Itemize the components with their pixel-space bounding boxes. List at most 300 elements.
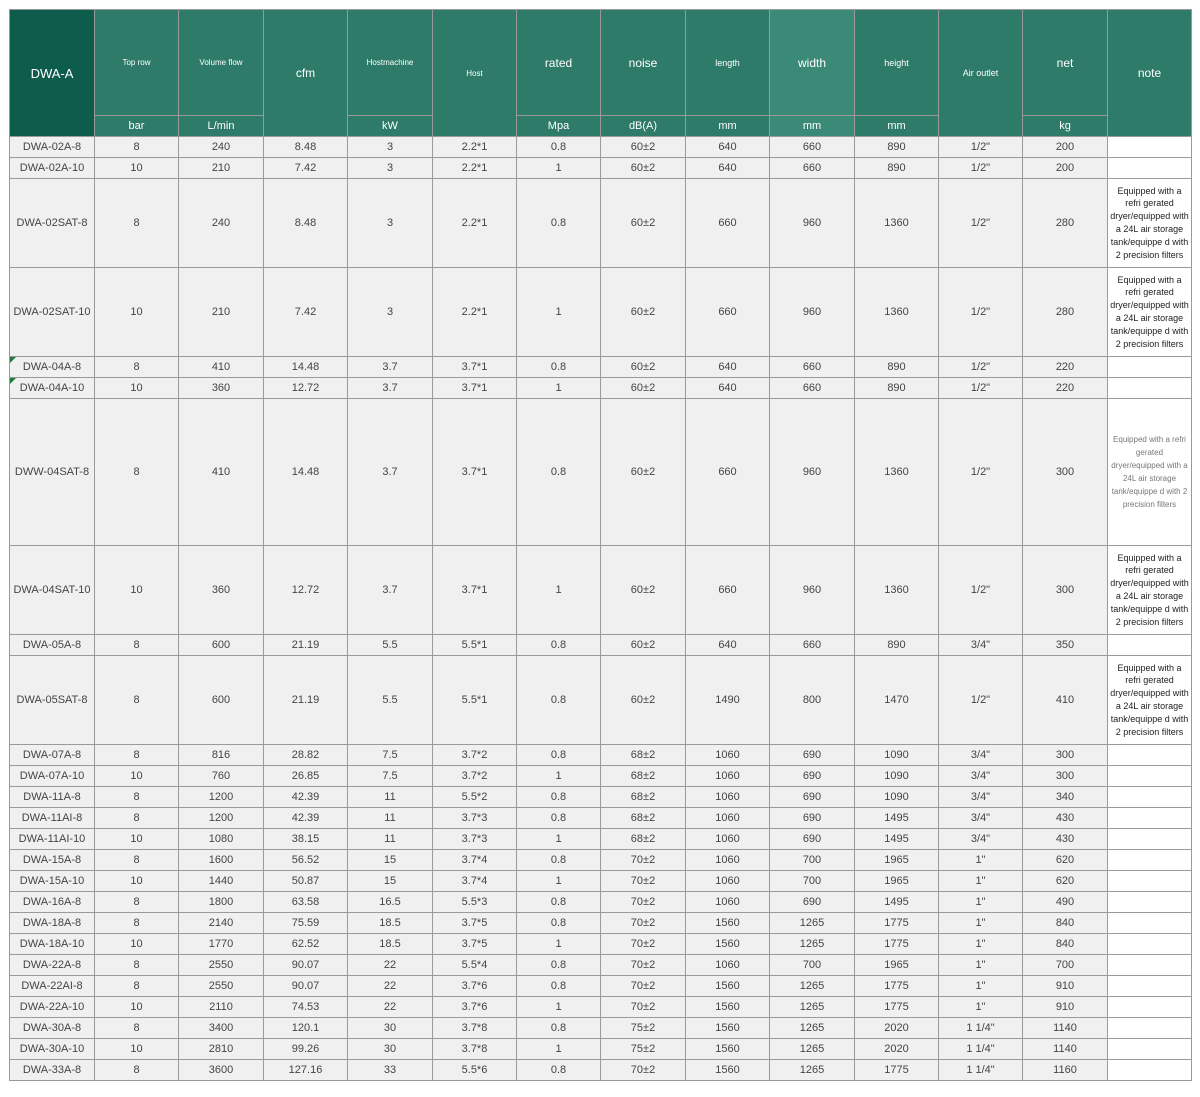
- cell-length: 660: [686, 399, 770, 546]
- cell-bar: 8: [95, 635, 179, 656]
- cell-outlet: 1/2": [939, 158, 1023, 179]
- cell-flow: 1440: [179, 871, 264, 892]
- unit-width: mm: [770, 116, 855, 137]
- cell-kw: 3.7: [348, 378, 433, 399]
- header-hostmachine: Hostmachine: [348, 10, 433, 116]
- cell-outlet: 3/4": [939, 745, 1023, 766]
- cell-flow: 760: [179, 766, 264, 787]
- cell-note: [1108, 829, 1192, 850]
- cell-host: 3.7*5: [433, 934, 517, 955]
- cell-cfm: 90.07: [264, 955, 348, 976]
- cell-noise: 68±2: [601, 808, 686, 829]
- cell-width: 960: [770, 399, 855, 546]
- cell-rated: 0.8: [517, 892, 601, 913]
- unit-flow: L/min: [179, 116, 264, 137]
- table-row: [10, 913, 1192, 934]
- cell-host: 3.7*1: [433, 399, 517, 546]
- cell-rated: 1: [517, 829, 601, 850]
- cell-noise: 75±2: [601, 1039, 686, 1060]
- cell-note: [1108, 892, 1192, 913]
- cell-flow: 210: [179, 268, 264, 357]
- cell-noise: 60±2: [601, 656, 686, 745]
- cell-noise: 70±2: [601, 997, 686, 1018]
- cell-cfm: 28.82: [264, 745, 348, 766]
- cell-rated: 0.8: [517, 745, 601, 766]
- cell-rated: 0.8: [517, 808, 601, 829]
- cell-kw: 18.5: [348, 913, 433, 934]
- cell-width: 660: [770, 137, 855, 158]
- cell-kw: 30: [348, 1018, 433, 1039]
- cell-outlet: 1 1/4": [939, 1018, 1023, 1039]
- cell-flow: 2140: [179, 913, 264, 934]
- cell-kw: 11: [348, 787, 433, 808]
- cell-kw: 15: [348, 871, 433, 892]
- header-cfm: cfm: [264, 10, 348, 137]
- cell-cfm: 74.53: [264, 997, 348, 1018]
- cell-note: [1108, 955, 1192, 976]
- cell-host: 2.2*1: [433, 179, 517, 268]
- cell-rated: 1: [517, 934, 601, 955]
- cell-note: [1108, 808, 1192, 829]
- cell-flow: 2110: [179, 997, 264, 1018]
- cell-rated: 1: [517, 546, 601, 635]
- cell-width: 660: [770, 158, 855, 179]
- table-row: [10, 357, 1192, 378]
- cell-outlet: 3/4": [939, 829, 1023, 850]
- cell-rated: 0.8: [517, 787, 601, 808]
- cell-model: DWA-02A-10: [10, 158, 95, 179]
- cell-note: [1108, 850, 1192, 871]
- cell-flow: 2550: [179, 976, 264, 997]
- cell-noise: 70±2: [601, 955, 686, 976]
- cell-cfm: 50.87: [264, 871, 348, 892]
- cell-width: 660: [770, 635, 855, 656]
- cell-bar: 8: [95, 913, 179, 934]
- cell-model: DWA-02SAT-8: [10, 179, 95, 268]
- cell-kw: 16.5: [348, 892, 433, 913]
- cell-noise: 68±2: [601, 787, 686, 808]
- table-row: [10, 829, 1192, 850]
- cell-cfm: 62.52: [264, 934, 348, 955]
- cell-height: 890: [855, 635, 939, 656]
- cell-flow: 1770: [179, 934, 264, 955]
- cell-model: DWA-04SAT-10: [10, 546, 95, 635]
- cell-cfm: 127.16: [264, 1060, 348, 1081]
- cell-cfm: 12.72: [264, 378, 348, 399]
- cell-rated: 0.8: [517, 399, 601, 546]
- cell-model: DWA-18A-8: [10, 913, 95, 934]
- cell-height: 1495: [855, 808, 939, 829]
- cell-net: 300: [1023, 399, 1108, 546]
- cell-model: DWA-18A-10: [10, 934, 95, 955]
- cell-noise: 75±2: [601, 1018, 686, 1039]
- cell-width: 690: [770, 808, 855, 829]
- cell-outlet: 1/2": [939, 378, 1023, 399]
- cell-outlet: 1": [939, 997, 1023, 1018]
- cell-host: 3.7*1: [433, 546, 517, 635]
- cell-net: 340: [1023, 787, 1108, 808]
- cell-width: 1265: [770, 1039, 855, 1060]
- table-row: [10, 871, 1192, 892]
- cell-net: 1140: [1023, 1039, 1108, 1060]
- unit-kw: kW: [348, 116, 433, 137]
- cell-width: 690: [770, 787, 855, 808]
- cell-host: 3.7*8: [433, 1039, 517, 1060]
- cell-net: 280: [1023, 268, 1108, 357]
- cell-cfm: 8.48: [264, 179, 348, 268]
- cell-note: [1108, 1018, 1192, 1039]
- cell-flow: 1800: [179, 892, 264, 913]
- cell-outlet: 3/4": [939, 808, 1023, 829]
- cell-net: 410: [1023, 656, 1108, 745]
- cell-height: 1090: [855, 766, 939, 787]
- cell-note: [1108, 787, 1192, 808]
- cell-net: 620: [1023, 871, 1108, 892]
- cell-height: 2020: [855, 1018, 939, 1039]
- cell-rated: 0.8: [517, 137, 601, 158]
- cell-rated: 1: [517, 997, 601, 1018]
- header-air-outlet: Air outlet: [939, 10, 1023, 137]
- cell-cfm: 75.59: [264, 913, 348, 934]
- cell-model: DWA-04A-10: [10, 378, 95, 399]
- table-row: [10, 997, 1192, 1018]
- cell-noise: 70±2: [601, 976, 686, 997]
- cell-kw: 5.5: [348, 656, 433, 745]
- cell-width: 660: [770, 357, 855, 378]
- cell-host: 2.2*1: [433, 268, 517, 357]
- unit-noise: dB(A): [601, 116, 686, 137]
- header-noise: noise: [601, 10, 686, 116]
- cell-noise: 70±2: [601, 1060, 686, 1081]
- cell-outlet: 3/4": [939, 635, 1023, 656]
- cell-model: DWA-11AI-8: [10, 808, 95, 829]
- cell-outlet: 1": [939, 955, 1023, 976]
- cell-height: 1090: [855, 745, 939, 766]
- cell-net: 430: [1023, 808, 1108, 829]
- cell-host: 3.7*2: [433, 745, 517, 766]
- header-net: net: [1023, 10, 1108, 116]
- cell-net: 200: [1023, 158, 1108, 179]
- cell-rated: 0.8: [517, 179, 601, 268]
- cell-length: 1560: [686, 1039, 770, 1060]
- cell-bar: 10: [95, 268, 179, 357]
- cell-cfm: 63.58: [264, 892, 348, 913]
- cell-net: 350: [1023, 635, 1108, 656]
- cell-length: 1560: [686, 976, 770, 997]
- cell-width: 1265: [770, 934, 855, 955]
- cell-height: 890: [855, 158, 939, 179]
- cell-height: 1090: [855, 787, 939, 808]
- cell-kw: 18.5: [348, 934, 433, 955]
- table-row: [10, 656, 1192, 745]
- cell-model: DWA-11AI-10: [10, 829, 95, 850]
- cell-height: 1775: [855, 1060, 939, 1081]
- cell-net: 300: [1023, 546, 1108, 635]
- cell-flow: 410: [179, 399, 264, 546]
- cell-length: 1060: [686, 955, 770, 976]
- cell-flow: 360: [179, 546, 264, 635]
- cell-host: 3.7*6: [433, 976, 517, 997]
- cell-bar: 10: [95, 829, 179, 850]
- cell-height: 1360: [855, 399, 939, 546]
- cell-net: 910: [1023, 976, 1108, 997]
- cell-model: DWA-11A-8: [10, 787, 95, 808]
- cell-cfm: 7.42: [264, 268, 348, 357]
- cell-host: 3.7*4: [433, 871, 517, 892]
- cell-net: 620: [1023, 850, 1108, 871]
- cell-height: 1965: [855, 850, 939, 871]
- cell-note: [1108, 766, 1192, 787]
- cell-model: DWA-07A-8: [10, 745, 95, 766]
- cell-net: 200: [1023, 137, 1108, 158]
- cell-host: 2.2*1: [433, 158, 517, 179]
- cell-net: 840: [1023, 913, 1108, 934]
- cell-flow: 1200: [179, 787, 264, 808]
- cell-rated: 1: [517, 268, 601, 357]
- cell-rated: 0.8: [517, 1018, 601, 1039]
- cell-note: [1108, 745, 1192, 766]
- cell-width: 700: [770, 850, 855, 871]
- cell-note: [1108, 158, 1192, 179]
- cell-noise: 70±2: [601, 934, 686, 955]
- unit-net: kg: [1023, 116, 1108, 137]
- cell-bar: 8: [95, 137, 179, 158]
- cell-height: 1775: [855, 997, 939, 1018]
- cell-noise: 68±2: [601, 829, 686, 850]
- spec-table: [9, 9, 1192, 1081]
- cell-bar: 8: [95, 1018, 179, 1039]
- cell-net: 430: [1023, 829, 1108, 850]
- cell-width: 960: [770, 268, 855, 357]
- cell-model: DWW-04SAT-8: [10, 399, 95, 546]
- cell-length: 1060: [686, 766, 770, 787]
- unit-length: mm: [686, 116, 770, 137]
- cell-net: 910: [1023, 997, 1108, 1018]
- cell-model: DWA-30A-8: [10, 1018, 95, 1039]
- cell-length: 1060: [686, 850, 770, 871]
- cell-rated: 1: [517, 871, 601, 892]
- cell-height: 1360: [855, 268, 939, 357]
- cell-width: 690: [770, 829, 855, 850]
- cell-cfm: 99.26: [264, 1039, 348, 1060]
- cell-host: 5.5*4: [433, 955, 517, 976]
- cell-outlet: 1/2": [939, 656, 1023, 745]
- cell-length: 640: [686, 635, 770, 656]
- cell-bar: 10: [95, 766, 179, 787]
- cell-net: 300: [1023, 745, 1108, 766]
- cell-noise: 68±2: [601, 766, 686, 787]
- table-row: [10, 787, 1192, 808]
- table-row: [10, 158, 1192, 179]
- cell-outlet: 3/4": [939, 766, 1023, 787]
- cell-noise: 68±2: [601, 745, 686, 766]
- cell-rated: 0.8: [517, 850, 601, 871]
- cell-bar: 8: [95, 1060, 179, 1081]
- cell-model: DWA-15A-10: [10, 871, 95, 892]
- cell-bar: 8: [95, 850, 179, 871]
- header-rated: rated: [517, 10, 601, 116]
- cell-host: 5.5*1: [433, 656, 517, 745]
- unit-bar: bar: [95, 116, 179, 137]
- cell-kw: 3: [348, 268, 433, 357]
- cell-kw: 15: [348, 850, 433, 871]
- cell-model: DWA-05SAT-8: [10, 656, 95, 745]
- cell-net: 280: [1023, 179, 1108, 268]
- cell-noise: 60±2: [601, 399, 686, 546]
- cell-bar: 10: [95, 158, 179, 179]
- cell-model: DWA-05A-8: [10, 635, 95, 656]
- cell-length: 1560: [686, 913, 770, 934]
- cell-height: 1360: [855, 179, 939, 268]
- cell-host: 3.7*1: [433, 378, 517, 399]
- cell-length: 1060: [686, 829, 770, 850]
- cell-flow: 360: [179, 378, 264, 399]
- cell-width: 1265: [770, 913, 855, 934]
- cell-bar: 8: [95, 787, 179, 808]
- cell-rated: 0.8: [517, 913, 601, 934]
- cell-rated: 1: [517, 158, 601, 179]
- table-row: [10, 976, 1192, 997]
- cell-length: 660: [686, 268, 770, 357]
- cell-flow: 1600: [179, 850, 264, 871]
- cell-net: 700: [1023, 955, 1108, 976]
- cell-net: 220: [1023, 378, 1108, 399]
- cell-flow: 1080: [179, 829, 264, 850]
- cell-flow: 600: [179, 656, 264, 745]
- cell-noise: 60±2: [601, 268, 686, 357]
- cell-model: DWA-33A-8: [10, 1060, 95, 1081]
- cell-outlet: 1": [939, 871, 1023, 892]
- cell-height: 1965: [855, 871, 939, 892]
- cell-length: 1060: [686, 808, 770, 829]
- header-width: width: [770, 10, 855, 116]
- cell-kw: 22: [348, 976, 433, 997]
- cell-width: 660: [770, 378, 855, 399]
- cell-outlet: 1": [939, 850, 1023, 871]
- cell-noise: 60±2: [601, 546, 686, 635]
- cell-flow: 3600: [179, 1060, 264, 1081]
- cell-cfm: 21.19: [264, 635, 348, 656]
- table-row: [10, 955, 1192, 976]
- header-host: Host: [433, 10, 517, 137]
- table-row: [10, 179, 1192, 268]
- cell-outlet: 1/2": [939, 546, 1023, 635]
- cell-host: 3.7*8: [433, 1018, 517, 1039]
- cell-noise: 60±2: [601, 635, 686, 656]
- unit-height: mm: [855, 116, 939, 137]
- cell-width: 690: [770, 892, 855, 913]
- cell-bar: 8: [95, 179, 179, 268]
- cell-noise: 70±2: [601, 892, 686, 913]
- table-header: [10, 10, 1192, 137]
- header-volume-flow: Volume flow: [179, 10, 264, 116]
- cell-outlet: 1": [939, 913, 1023, 934]
- cell-noise: 60±2: [601, 179, 686, 268]
- cell-length: 1060: [686, 892, 770, 913]
- cell-height: 1360: [855, 546, 939, 635]
- cell-note: [1108, 934, 1192, 955]
- cell-flow: 410: [179, 357, 264, 378]
- cell-flow: 600: [179, 635, 264, 656]
- cell-rated: 0.8: [517, 656, 601, 745]
- cell-bar: 8: [95, 399, 179, 546]
- cell-cfm: 8.48: [264, 137, 348, 158]
- cell-width: 800: [770, 656, 855, 745]
- cell-noise: 60±2: [601, 357, 686, 378]
- table-row: [10, 1039, 1192, 1060]
- cell-bar: 8: [95, 745, 179, 766]
- cell-kw: 3: [348, 179, 433, 268]
- cell-cfm: 120.1: [264, 1018, 348, 1039]
- cell-host: 3.7*3: [433, 808, 517, 829]
- cell-model: DWA-22A-8: [10, 955, 95, 976]
- cell-cfm: 38.15: [264, 829, 348, 850]
- cell-flow: 210: [179, 158, 264, 179]
- cell-rated: 0.8: [517, 1060, 601, 1081]
- cell-width: 960: [770, 179, 855, 268]
- table-row: [10, 378, 1192, 399]
- header-length: length: [686, 10, 770, 116]
- cell-length: 1490: [686, 656, 770, 745]
- cell-outlet: 1/2": [939, 399, 1023, 546]
- cell-note: [1108, 976, 1192, 997]
- cell-model: DWA-30A-10: [10, 1039, 95, 1060]
- cell-host: 3.7*6: [433, 997, 517, 1018]
- cell-flow: 2810: [179, 1039, 264, 1060]
- cell-noise: 60±2: [601, 158, 686, 179]
- cell-rated: 0.8: [517, 976, 601, 997]
- cell-net: 1140: [1023, 1018, 1108, 1039]
- cell-model: DWA-02A-8: [10, 137, 95, 158]
- cell-outlet: 1/2": [939, 268, 1023, 357]
- cell-kw: 33: [348, 1060, 433, 1081]
- cell-width: 960: [770, 546, 855, 635]
- cell-note: Equipped with a refri gerated dryer/equipped with a 24L air storage tank/equippe d with 2 precision filters: [1108, 268, 1192, 357]
- cell-kw: 11: [348, 829, 433, 850]
- cell-host: 3.7*5: [433, 913, 517, 934]
- cell-length: 1560: [686, 997, 770, 1018]
- cell-kw: 11: [348, 808, 433, 829]
- cell-bar: 10: [95, 1039, 179, 1060]
- table-row: [10, 850, 1192, 871]
- cell-host: 5.5*2: [433, 787, 517, 808]
- cell-outlet: 1/2": [939, 179, 1023, 268]
- cell-length: 1060: [686, 871, 770, 892]
- cell-noise: 60±2: [601, 137, 686, 158]
- cell-bar: 8: [95, 357, 179, 378]
- cell-cfm: 12.72: [264, 546, 348, 635]
- cell-note: [1108, 997, 1192, 1018]
- cell-flow: 816: [179, 745, 264, 766]
- cell-bar: 8: [95, 955, 179, 976]
- spec-table-container: [9, 9, 1192, 1081]
- table-row: [10, 137, 1192, 158]
- cell-rated: 0.8: [517, 955, 601, 976]
- cell-bar: 10: [95, 934, 179, 955]
- cell-note: [1108, 1039, 1192, 1060]
- cell-net: 840: [1023, 934, 1108, 955]
- cell-flow: 3400: [179, 1018, 264, 1039]
- cell-bar: 8: [95, 656, 179, 745]
- cell-kw: 3: [348, 137, 433, 158]
- cell-noise: 70±2: [601, 850, 686, 871]
- cell-width: 1265: [770, 997, 855, 1018]
- cell-kw: 7.5: [348, 766, 433, 787]
- table-row: [10, 1018, 1192, 1039]
- cell-model: DWA-16A-8: [10, 892, 95, 913]
- cell-cfm: 42.39: [264, 808, 348, 829]
- cell-height: 1775: [855, 913, 939, 934]
